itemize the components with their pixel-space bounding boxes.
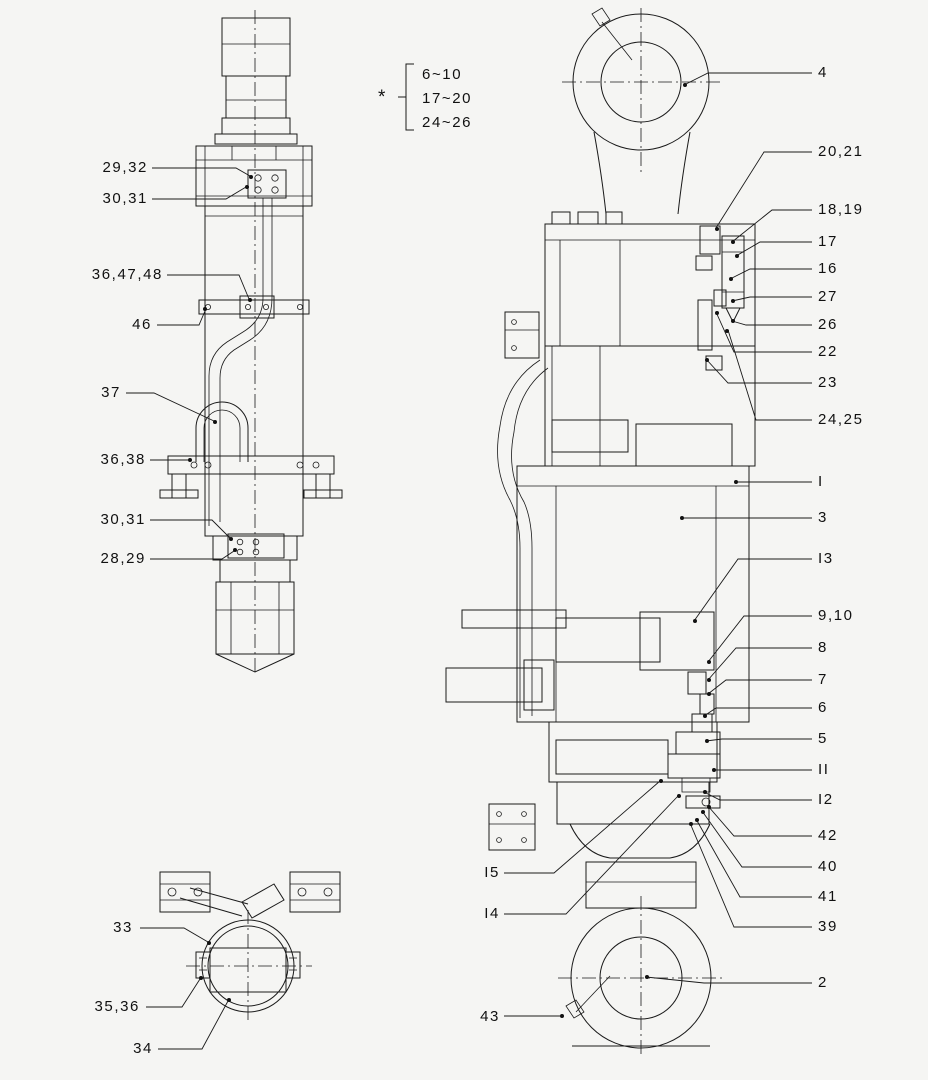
callout-42: 42 <box>818 827 838 844</box>
callout-22: 22 <box>818 343 838 360</box>
left-view-leaders <box>126 168 253 559</box>
callout-27: 27 <box>818 288 838 305</box>
callout-1: I <box>818 473 824 490</box>
callout-8: 8 <box>818 639 828 656</box>
callout-2: 2 <box>818 974 828 991</box>
callout-36-38: 36,38 <box>100 451 146 468</box>
note-range-3: 24~26 <box>422 114 473 131</box>
callout-16: 16 <box>818 260 838 277</box>
callout-41: 41 <box>818 888 838 905</box>
clamp-detail-leaders <box>140 928 231 1049</box>
left-cylinder-view <box>160 10 342 676</box>
callout-35-36: 35,36 <box>94 998 140 1015</box>
callout-6: 6 <box>818 699 828 716</box>
callout-3: 3 <box>818 509 828 526</box>
callout-37: 37 <box>101 384 121 401</box>
callout-14: I4 <box>484 905 500 922</box>
callout-11: II <box>818 761 830 778</box>
note-range-2: 17~20 <box>422 90 473 107</box>
callout-4: 4 <box>818 64 828 81</box>
callout-39: 39 <box>818 918 838 935</box>
callout-43: 43 <box>480 1008 500 1025</box>
note-range-1: 6~10 <box>422 66 463 83</box>
callout-34: 34 <box>133 1040 153 1057</box>
callout-5: 5 <box>818 730 828 747</box>
callout-17: 17 <box>818 233 838 250</box>
callout-12: I2 <box>818 791 834 808</box>
callout-13: I3 <box>818 550 834 567</box>
callout-20-21: 20,21 <box>818 143 864 160</box>
callout-18-19: 18,19 <box>818 201 864 218</box>
callout-24-25: 24,25 <box>818 411 864 428</box>
main-view-leaders <box>504 73 812 1018</box>
main-cylinder-section <box>446 8 755 1056</box>
callout-9-10: 9,10 <box>818 607 854 624</box>
callout-30-31-top: 30,31 <box>102 190 148 207</box>
callout-30-31-bottom: 30,31 <box>100 511 146 528</box>
callout-28-29: 28,29 <box>100 550 146 567</box>
callout-46: 46 <box>132 316 152 333</box>
note-asterisk: * <box>378 87 386 108</box>
callout-40: 40 <box>818 858 838 875</box>
callout-7: 7 <box>818 671 828 688</box>
callout-29-32: 29,32 <box>102 159 148 176</box>
callout-26: 26 <box>818 316 838 333</box>
callout-36-47-48: 36,47,48 <box>91 266 163 283</box>
callout-23: 23 <box>818 374 838 391</box>
callout-15: I5 <box>484 864 500 881</box>
callout-33: 33 <box>113 919 133 936</box>
note-bracket <box>398 64 414 130</box>
